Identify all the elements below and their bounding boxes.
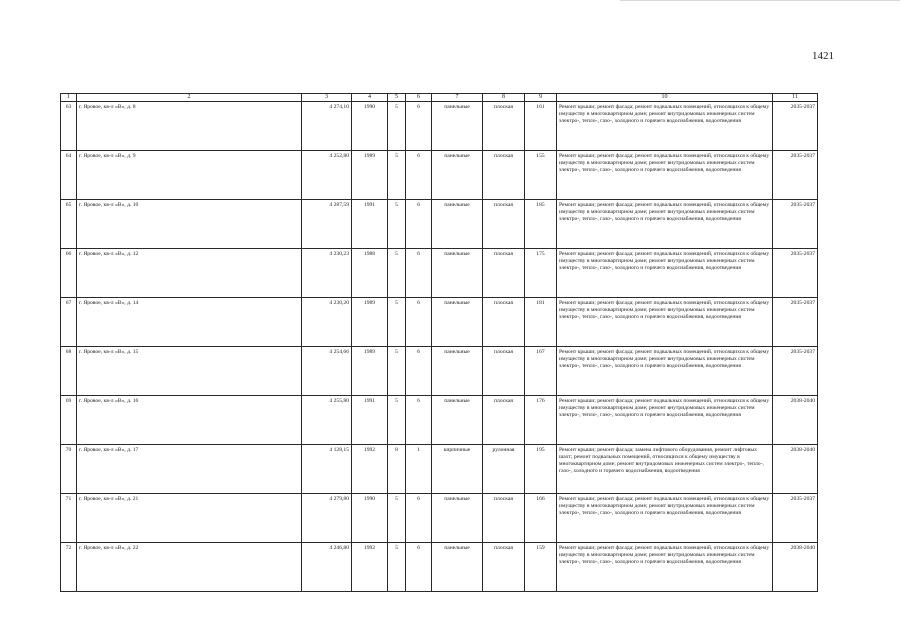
apartments-cell: 176	[525, 396, 557, 445]
period-cell: 2035-2037	[773, 200, 818, 249]
apartments-cell: 195	[525, 445, 557, 494]
entrances-cell: 6	[406, 298, 432, 347]
address-cell: г. Яровое, кв-л «В», д. 17	[77, 445, 302, 494]
wall-material-cell: панельные	[432, 151, 483, 200]
area-cell: 4 230,23	[302, 249, 352, 298]
wall-material-cell: панельные	[432, 249, 483, 298]
page-number: 1421	[812, 50, 834, 62]
period-cell: 2035-2037	[773, 347, 818, 396]
column-header: 11	[773, 94, 818, 102]
entrances-cell: 6	[406, 151, 432, 200]
table-row	[61, 151, 818, 200]
year-cell: 1992	[352, 445, 388, 494]
floors-cell: 5	[388, 200, 406, 249]
scan-edge-line	[620, 0, 900, 1]
apartments-cell: 185	[525, 200, 557, 249]
apartments-cell: 181	[525, 298, 557, 347]
apartments-cell: 166	[525, 494, 557, 543]
column-header: 2	[77, 94, 302, 102]
column-header: 1	[61, 94, 77, 102]
area-cell: 4 274,10	[302, 102, 352, 151]
apartments-cell: 159	[525, 543, 557, 592]
year-cell: 1990	[352, 102, 388, 151]
address-cell: г. Яровое, кв-л «В», д. 21	[77, 494, 302, 543]
floors-cell: 5	[388, 543, 406, 592]
column-header: 10	[557, 94, 773, 102]
works-cell: Ремонт крыши; ремонт фасада; ремонт подвальных помещений, относящихся к общему имуществу в многоквартирном доме; ремонт внутридомовых инженерных систем электро-, тепло-, газо-, холодного и горячего водоснабжения, водоотведения	[557, 200, 773, 249]
floors-cell: 5	[388, 347, 406, 396]
row-number: 69	[61, 396, 77, 445]
row-number: 67	[61, 298, 77, 347]
roof-type-cell: рулонная	[483, 445, 525, 494]
table-row	[61, 445, 818, 494]
floors-cell: 5	[388, 396, 406, 445]
row-number: 70	[61, 445, 77, 494]
period-cell: 2038-2040	[773, 396, 818, 445]
area-cell: 4 254,66	[302, 347, 352, 396]
row-number: 64	[61, 151, 77, 200]
wall-material-cell: панельные	[432, 102, 483, 151]
apartments-cell: 161	[525, 102, 557, 151]
works-cell: Ремонт крыши; ремонт фасада; ремонт подвальных помещений, относящихся к общему имуществу в многоквартирном доме; ремонт внутридомовых инженерных систем электро-, тепло-, газо-, холодного и горячего водоснабжения, водоотведения	[557, 102, 773, 151]
area-cell: 4 255,80	[302, 396, 352, 445]
housing-register-table	[60, 93, 818, 592]
address-cell: г. Яровое, кв-л «В», д. 16	[77, 396, 302, 445]
works-cell: Ремонт крыши; ремонт фасада; ремонт подвальных помещений, относящихся к общему имуществу в многоквартирном доме; ремонт внутридомовых инженерных систем электро-, тепло-, газо-, холодного и горячего водоснабжения, водоотведения	[557, 298, 773, 347]
year-cell: 1990	[352, 494, 388, 543]
column-header: 4	[352, 94, 388, 102]
address-cell: г. Яровое, кв-л «В», д. 8	[77, 102, 302, 151]
row-number: 72	[61, 543, 77, 592]
works-cell: Ремонт крыши; ремонт фасада; замена лифтового оборудования, ремонт лифтовых шахт; ремонт подвальных помещений, относящихся к общему имуществу в многоквартирном доме; ремонт внутридомовых инженерных систем электро-, тепло-, газо-, холодного и горячего водоснабжения, водоотведения	[557, 445, 773, 494]
entrances-cell: 6	[406, 347, 432, 396]
table-row	[61, 102, 818, 151]
entrances-cell: 6	[406, 249, 432, 298]
entrances-cell: 6	[406, 102, 432, 151]
table-row	[61, 249, 818, 298]
area-cell: 4 279,80	[302, 494, 352, 543]
column-header: 8	[483, 94, 525, 102]
address-cell: г. Яровое, кв-л «В», д. 10	[77, 200, 302, 249]
roof-type-cell: плоская	[483, 494, 525, 543]
table-row	[61, 494, 818, 543]
address-cell: г. Яровое, кв-л «В», д. 12	[77, 249, 302, 298]
table-row	[61, 396, 818, 445]
period-cell: 2035-2037	[773, 494, 818, 543]
wall-material-cell: кирпичные	[432, 445, 483, 494]
row-number: 63	[61, 102, 77, 151]
period-cell: 2035-2037	[773, 151, 818, 200]
year-cell: 1991	[352, 396, 388, 445]
roof-type-cell: плоская	[483, 543, 525, 592]
works-cell: Ремонт крыши; ремонт фасада; ремонт подвальных помещений, относящихся к общему имуществу в многоквартирном доме; ремонт внутридомовых инженерных систем электро-, тепло-, газо-, холодного и горячего водоснабжения, водоотведения	[557, 347, 773, 396]
area-cell: 4 252,80	[302, 151, 352, 200]
year-cell: 1991	[352, 200, 388, 249]
works-cell: Ремонт крыши; ремонт фасада; ремонт подвальных помещений, относящихся к общему имуществу в многоквартирном доме; ремонт внутридомовых инженерных систем электро-, тепло-, газо-, холодного и горячего водоснабжения, водоотведения	[557, 396, 773, 445]
works-cell: Ремонт крыши; ремонт фасада; ремонт подвальных помещений, относящихся к общему имуществу в многоквартирном доме; ремонт внутридомовых инженерных систем электро-, тепло-, газо-, холодного и горячего водоснабжения, водоотведения	[557, 494, 773, 543]
year-cell: 1989	[352, 347, 388, 396]
entrances-cell: 6	[406, 396, 432, 445]
apartments-cell: 167	[525, 347, 557, 396]
period-cell: 2035-2037	[773, 298, 818, 347]
apartments-cell: 175	[525, 249, 557, 298]
table-row	[61, 543, 818, 592]
works-cell: Ремонт крыши; ремонт фасада; ремонт подвальных помещений, относящихся к общему имуществу в многоквартирном доме; ремонт внутридомовых инженерных систем электро-, тепло-, газо-, холодного и горячего водоснабжения, водоотведения	[557, 249, 773, 298]
row-number: 66	[61, 249, 77, 298]
address-cell: г. Яровое, кв-л «В», д. 9	[77, 151, 302, 200]
table-row	[61, 298, 818, 347]
wall-material-cell: панельные	[432, 347, 483, 396]
area-cell: 4 287,59	[302, 200, 352, 249]
address-cell: г. Яровое, кв-л «В», д. 22	[77, 543, 302, 592]
year-cell: 1989	[352, 151, 388, 200]
area-cell: 4 128,15	[302, 445, 352, 494]
floors-cell: 5	[388, 102, 406, 151]
column-header: 9	[525, 94, 557, 102]
area-cell: 4 246,80	[302, 543, 352, 592]
year-cell: 1988	[352, 249, 388, 298]
column-number-row	[61, 94, 818, 102]
column-header: 6	[406, 94, 432, 102]
roof-type-cell: плоская	[483, 102, 525, 151]
period-cell: 2035-2037	[773, 102, 818, 151]
floors-cell: 8	[388, 445, 406, 494]
column-header: 3	[302, 94, 352, 102]
roof-type-cell: плоская	[483, 200, 525, 249]
roof-type-cell: плоская	[483, 249, 525, 298]
period-cell: 2035-2037	[773, 249, 818, 298]
period-cell: 2038-2040	[773, 543, 818, 592]
wall-material-cell: панельные	[432, 298, 483, 347]
floors-cell: 5	[388, 151, 406, 200]
row-number: 71	[61, 494, 77, 543]
wall-material-cell: панельные	[432, 200, 483, 249]
roof-type-cell: плоская	[483, 298, 525, 347]
floors-cell: 5	[388, 298, 406, 347]
apartments-cell: 155	[525, 151, 557, 200]
column-header: 7	[432, 94, 483, 102]
entrances-cell: 6	[406, 200, 432, 249]
table-body	[61, 94, 818, 592]
column-header: 5	[388, 94, 406, 102]
wall-material-cell: панельные	[432, 396, 483, 445]
entrances-cell: 6	[406, 494, 432, 543]
entrances-cell: 6	[406, 543, 432, 592]
address-cell: г. Яровое, кв-л «В», д. 15	[77, 347, 302, 396]
floors-cell: 5	[388, 494, 406, 543]
table-row	[61, 347, 818, 396]
address-cell: г. Яровое, кв-л «В», д. 14	[77, 298, 302, 347]
year-cell: 1989	[352, 298, 388, 347]
entrances-cell: 1	[406, 445, 432, 494]
roof-type-cell: плоская	[483, 151, 525, 200]
period-cell: 2038-2040	[773, 445, 818, 494]
area-cell: 4 230,20	[302, 298, 352, 347]
works-cell: Ремонт крыши; ремонт фасада; ремонт подвальных помещений, относящихся к общему имуществу в многоквартирном доме; ремонт внутридомовых инженерных систем электро-, тепло-, газо-, холодного и горячего водоснабжения, водоотведения	[557, 151, 773, 200]
roof-type-cell: плоская	[483, 347, 525, 396]
roof-type-cell: плоская	[483, 396, 525, 445]
year-cell: 1992	[352, 543, 388, 592]
row-number: 65	[61, 200, 77, 249]
floors-cell: 5	[388, 249, 406, 298]
works-cell: Ремонт крыши; ремонт фасада; ремонт подвальных помещений, относящихся к общему имуществу в многоквартирном доме; ремонт внутридомовых инженерных систем электро-, тепло-, газо-, холодного и горячего водоснабжения, водоотведения	[557, 543, 773, 592]
wall-material-cell: панельные	[432, 543, 483, 592]
row-number: 68	[61, 347, 77, 396]
table-row	[61, 200, 818, 249]
wall-material-cell: панельные	[432, 494, 483, 543]
